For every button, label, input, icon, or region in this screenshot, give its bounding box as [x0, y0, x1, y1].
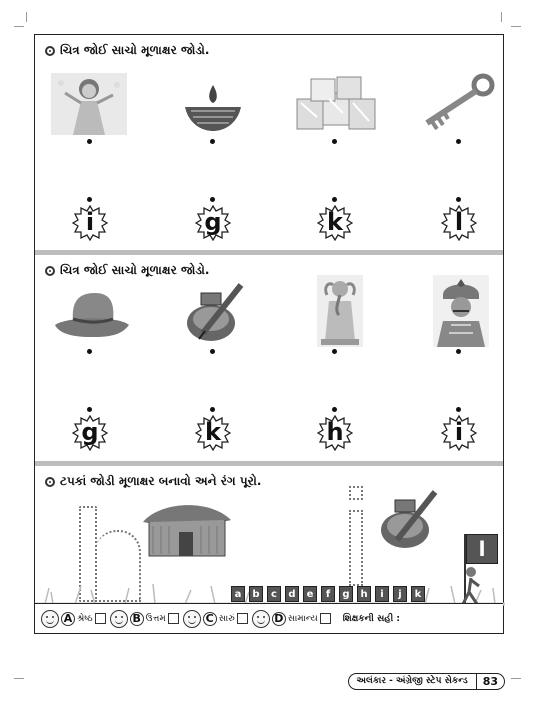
grade-letter: D	[272, 612, 286, 626]
grade-d	[252, 610, 331, 628]
grade-b	[110, 610, 179, 628]
letter-badge	[317, 415, 353, 451]
match-dot[interactable]	[87, 197, 92, 202]
gear-bullet-icon	[45, 266, 55, 276]
parade-letter: f	[321, 586, 335, 602]
flag: l	[466, 534, 498, 564]
parade-letter: j	[393, 586, 407, 602]
diya-lamp-picture	[175, 73, 251, 135]
ink-pen-picture	[181, 279, 257, 341]
parade-letter: g	[339, 586, 353, 602]
crop-mark	[511, 678, 521, 686]
letter-badge	[195, 205, 231, 241]
grade-a	[41, 610, 106, 628]
letter-badge	[317, 205, 353, 241]
grade-checkbox[interactable]	[95, 613, 106, 624]
grade-checkbox[interactable]	[237, 613, 248, 624]
flag-bearer	[457, 532, 505, 606]
match-dot[interactable]	[210, 349, 215, 354]
ganesh-idol-picture	[317, 275, 393, 337]
section-match-2	[35, 255, 503, 461]
key-picture	[417, 73, 493, 135]
section-title	[45, 263, 209, 278]
letter-badge	[72, 205, 108, 241]
letter-label: h	[326, 418, 344, 446]
section-title	[45, 43, 209, 58]
crop-mark	[511, 26, 521, 34]
grade-checkbox[interactable]	[320, 613, 331, 624]
match-dot[interactable]	[87, 139, 92, 144]
grade-label: ઉત્તમ	[145, 613, 166, 624]
match-dot[interactable]	[332, 349, 337, 354]
parade-letter: i	[375, 586, 389, 602]
parade-letter: a	[231, 586, 245, 602]
instruction-text: ટપકાં જોડી મૂળાક્ષર બનાવો અને રંગ પૂરો.	[60, 474, 262, 488]
crop-mark	[26, 12, 34, 22]
ink-pen-picture	[375, 486, 441, 552]
worksheet-page	[34, 34, 504, 634]
match-dot[interactable]	[332, 197, 337, 202]
match-dot[interactable]	[87, 407, 92, 412]
grade-c	[183, 610, 248, 628]
match-dot[interactable]	[456, 407, 461, 412]
parade-letter: h	[357, 586, 371, 602]
parade-letter: k	[411, 586, 425, 602]
parade-letter: e	[303, 586, 317, 602]
letter-label: k	[327, 208, 343, 236]
crop-mark	[14, 26, 24, 34]
grading-footer	[35, 603, 503, 633]
letter-badge	[441, 205, 477, 241]
book-title: અલંકાર - અંગ્રેજી સ્ટેપ સેકન્ડ	[348, 673, 477, 690]
gear-bullet-icon	[45, 46, 55, 56]
crop-mark	[501, 12, 509, 22]
parade-letter: c	[267, 586, 281, 602]
king-picture	[433, 275, 509, 337]
match-dot[interactable]	[456, 349, 461, 354]
grade-checkbox[interactable]	[168, 613, 179, 624]
match-dot[interactable]	[210, 197, 215, 202]
match-dot[interactable]	[210, 139, 215, 144]
match-dot[interactable]	[210, 407, 215, 412]
grade-letter: B	[130, 612, 144, 626]
smiley-icon	[183, 610, 201, 628]
letter-label: k	[205, 418, 221, 446]
trace-dot	[349, 486, 363, 500]
teacher-signature-label: શિક્ષકની સહી :	[342, 613, 400, 624]
crop-mark	[14, 678, 24, 686]
hat-picture	[51, 285, 127, 347]
instruction-text: ચિત્ર જોઈ સાચો મૂળાક્ષર જોડો.	[60, 43, 210, 57]
grade-label: સામાન્ય	[287, 613, 318, 624]
match-dot[interactable]	[87, 349, 92, 354]
parade-letter: d	[285, 586, 299, 602]
letter-badge	[195, 415, 231, 451]
letter-badge	[441, 415, 477, 451]
match-dot[interactable]	[332, 139, 337, 144]
grade-label: સારું	[218, 613, 235, 624]
girl-picture	[51, 73, 127, 135]
grade-letter: C	[203, 612, 217, 626]
section-trace	[35, 466, 503, 606]
letter-label: i	[454, 418, 464, 446]
letter-label: l	[454, 208, 464, 236]
smiley-icon	[110, 610, 128, 628]
smiley-icon	[252, 610, 270, 628]
letter-label: g	[81, 418, 99, 446]
parade-letter: b	[249, 586, 263, 602]
smiley-icon	[41, 610, 59, 628]
match-dot[interactable]	[332, 407, 337, 412]
letter-badge	[72, 415, 108, 451]
instruction-text: ચિત્ર જોઈ સાચો મૂળાક્ષર જોડો.	[60, 263, 210, 277]
section-match-1	[35, 35, 503, 250]
grade-letter: A	[61, 612, 75, 626]
match-dot[interactable]	[456, 197, 461, 202]
trace-stroke	[349, 510, 363, 586]
ice-cubes-picture	[293, 73, 369, 135]
grade-label: શ્રેષ્ઠ	[77, 613, 93, 624]
gear-bullet-icon	[45, 477, 55, 487]
book-footer-tag	[348, 673, 505, 690]
hut-picture	[139, 496, 235, 558]
page-number: 83	[477, 673, 505, 690]
dotted-letter-i[interactable]	[345, 486, 369, 586]
letter-label: g	[204, 208, 222, 236]
match-dot[interactable]	[456, 139, 461, 144]
section-title	[45, 474, 261, 489]
letter-label: i	[85, 208, 95, 236]
